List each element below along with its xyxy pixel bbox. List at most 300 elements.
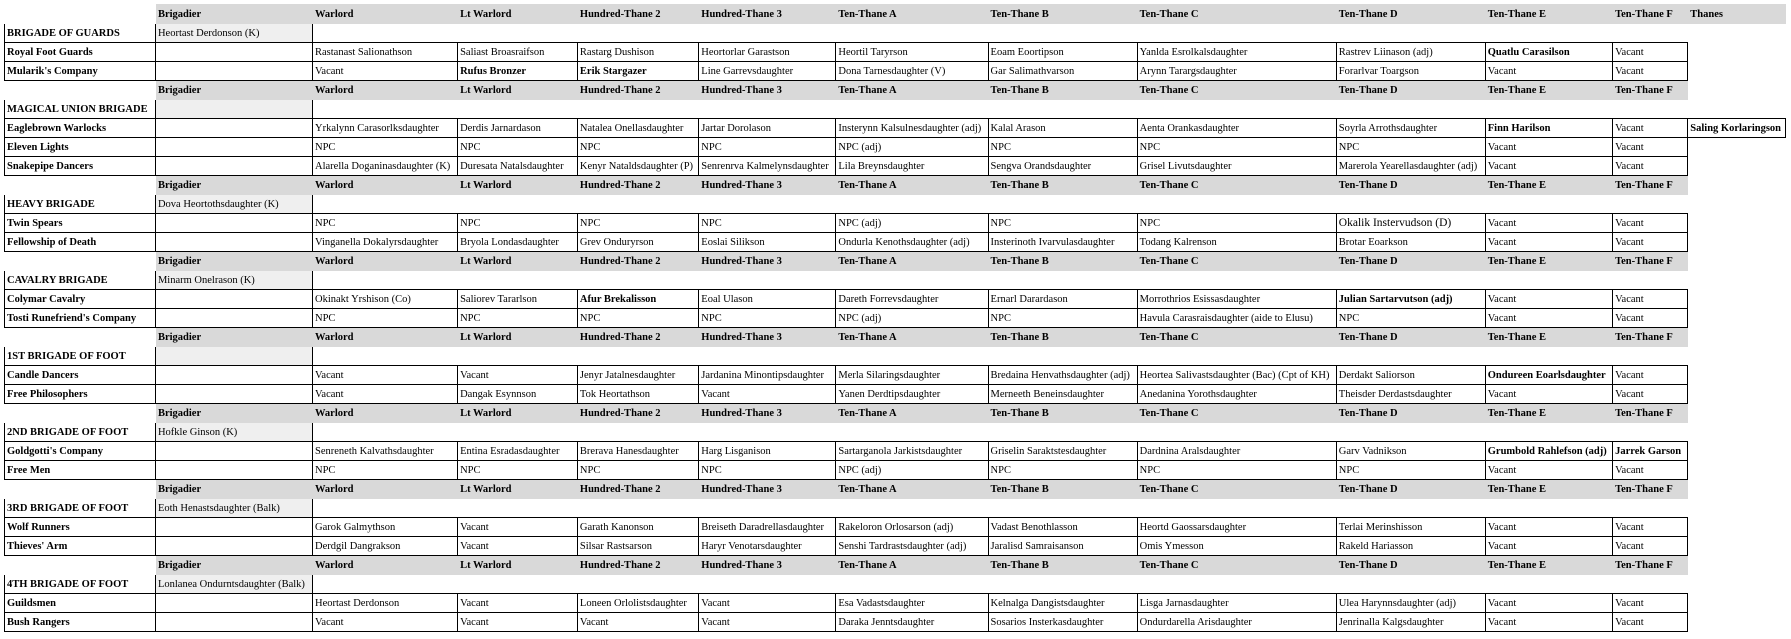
roster-cell[interactable]: Vacant — [577, 613, 698, 632]
empty-cell[interactable] — [1336, 499, 1485, 518]
column-header[interactable]: Lt Warlord — [458, 328, 578, 347]
roster-cell[interactable]: NPC (adj) — [836, 138, 988, 157]
column-header[interactable]: Hundred-Thane 3 — [699, 176, 836, 195]
column-header[interactable]: Ten-Thane E — [1485, 328, 1612, 347]
roster-cell[interactable]: Alarella Doganinasdaughter (K) — [313, 157, 458, 176]
brigade-name[interactable]: 2ND BRIGADE OF FOOT — [5, 423, 156, 442]
thane-cell[interactable]: Saling Korlaringson — [1688, 119, 1786, 138]
unit-name[interactable]: Colymar Cavalry — [5, 290, 156, 309]
unit-name[interactable]: Free Men — [5, 461, 156, 480]
roster-cell[interactable] — [155, 290, 312, 309]
column-header[interactable]: Ten-Thane B — [988, 81, 1137, 100]
column-header[interactable]: Hundred-Thane 2 — [577, 480, 698, 499]
roster-cell[interactable]: Esa Vadastsdaughter — [836, 594, 988, 613]
roster-cell[interactable]: NPC — [458, 214, 578, 233]
column-header[interactable]: Ten-Thane E — [1485, 252, 1612, 271]
empty-cell[interactable] — [1485, 423, 1612, 442]
roster-cell[interactable]: NPC — [577, 461, 698, 480]
roster-cell[interactable] — [155, 119, 312, 138]
column-header[interactable]: Hundred-Thane 3 — [699, 328, 836, 347]
roster-cell[interactable] — [155, 518, 312, 537]
roster-cell[interactable]: Vacant — [1613, 385, 1688, 404]
empty-cell[interactable] — [1137, 100, 1336, 119]
column-header[interactable]: Lt Warlord — [458, 5, 578, 24]
roster-cell[interactable]: Senrenrva Kalmelynsdaughter — [699, 157, 836, 176]
roster-cell[interactable] — [155, 233, 312, 252]
roster-cell[interactable]: Vacant — [1613, 594, 1688, 613]
roster-cell[interactable]: Vinganella Dokalyrsdaughter — [313, 233, 458, 252]
roster-cell[interactable]: Vacant — [1613, 119, 1688, 138]
unit-name[interactable]: Mularik's Company — [5, 62, 156, 81]
empty-cell[interactable] — [1786, 157, 1791, 176]
column-header[interactable]: Ten-Thane A — [836, 556, 988, 575]
unit-name[interactable]: Royal Foot Guards — [5, 43, 156, 62]
empty-cell[interactable] — [313, 423, 458, 442]
roster-cell[interactable]: Havula Carasraisdaughter (aide to Elusu) — [1137, 309, 1336, 328]
empty-cell[interactable] — [1688, 290, 1786, 309]
roster-cell[interactable] — [155, 461, 312, 480]
empty-cell[interactable] — [1688, 271, 1786, 290]
roster-cell[interactable]: Afur Brekalisson — [577, 290, 698, 309]
empty-cell[interactable] — [988, 575, 1137, 594]
header-gap-cell[interactable] — [1688, 176, 1786, 195]
column-header[interactable]: Hundred-Thane 3 — [699, 480, 836, 499]
roster-cell[interactable] — [155, 62, 312, 81]
column-header[interactable]: Lt Warlord — [458, 480, 578, 499]
header-gap-cell[interactable] — [1786, 5, 1791, 24]
roster-cell[interactable]: Vacant — [1485, 309, 1612, 328]
roster-cell[interactable]: Vacant — [1613, 366, 1688, 385]
empty-cell[interactable] — [1137, 575, 1336, 594]
roster-cell[interactable]: Anedanina Yorothsdaughter — [1137, 385, 1336, 404]
empty-cell[interactable] — [1336, 100, 1485, 119]
column-header[interactable]: Ten-Thane C — [1137, 81, 1336, 100]
roster-cell[interactable]: Vacant — [1485, 461, 1612, 480]
empty-cell[interactable] — [1688, 575, 1786, 594]
roster-cell[interactable]: Heortea Salivastsdaughter (Bac) (Cpt of KH) — [1137, 366, 1336, 385]
roster-cell[interactable]: Yanlda Esrolkalsdaughter — [1137, 43, 1336, 62]
roster-cell[interactable] — [155, 43, 312, 62]
roster-cell[interactable]: NPC — [313, 138, 458, 157]
column-header[interactable]: Ten-Thane C — [1137, 252, 1336, 271]
empty-cell[interactable] — [1786, 119, 1791, 138]
roster-cell[interactable]: NPC — [313, 309, 458, 328]
empty-cell[interactable] — [1336, 195, 1485, 214]
empty-cell[interactable] — [577, 347, 698, 366]
column-header[interactable]: Ten-Thane D — [1336, 556, 1485, 575]
column-header[interactable]: Ten-Thane B — [988, 5, 1137, 24]
brigade-name[interactable]: 4TH BRIGADE OF FOOT — [5, 575, 156, 594]
unit-name[interactable]: Tosti Runefriend's Company — [5, 309, 156, 328]
column-header[interactable]: Lt Warlord — [458, 176, 578, 195]
roster-cell[interactable]: Vacant — [1485, 290, 1612, 309]
roster-cell[interactable]: Vacant — [1613, 613, 1688, 632]
empty-cell[interactable] — [699, 499, 836, 518]
empty-cell[interactable] — [577, 499, 698, 518]
roster-cell[interactable]: Ulea Harynnsdaughter (adj) — [1336, 594, 1485, 613]
roster-cell[interactable]: NPC — [988, 309, 1137, 328]
empty-cell[interactable] — [1688, 423, 1786, 442]
roster-cell[interactable]: Jaralisd Samraisanson — [988, 537, 1137, 556]
column-header[interactable]: Ten-Thane E — [1485, 404, 1612, 423]
roster-cell[interactable] — [155, 385, 312, 404]
column-header[interactable]: Lt Warlord — [458, 556, 578, 575]
roster-cell[interactable]: Saliorev Tararlson — [458, 290, 578, 309]
roster-cell[interactable]: Merla Silaringsdaughter — [836, 366, 988, 385]
roster-cell[interactable] — [155, 309, 312, 328]
header-gap-cell[interactable] — [1786, 328, 1791, 347]
column-header[interactable]: Warlord — [313, 328, 458, 347]
roster-cell[interactable]: Vacant — [1485, 214, 1612, 233]
column-header[interactable]: Hundred-Thane 3 — [699, 81, 836, 100]
roster-cell[interactable]: Vacant — [458, 518, 578, 537]
roster-cell[interactable]: Ondureen Eoarlsdaughter — [1485, 366, 1612, 385]
roster-cell[interactable]: Vacant — [1485, 537, 1612, 556]
empty-cell[interactable] — [313, 575, 458, 594]
empty-cell[interactable] — [836, 575, 988, 594]
roster-cell[interactable]: NPC — [988, 214, 1137, 233]
empty-cell[interactable] — [1485, 347, 1612, 366]
roster-cell[interactable] — [155, 594, 312, 613]
empty-cell[interactable] — [313, 271, 458, 290]
empty-cell[interactable] — [1485, 271, 1612, 290]
roster-cell[interactable]: Vacant — [1613, 309, 1688, 328]
empty-cell[interactable] — [699, 24, 836, 43]
roster-cell[interactable]: Gar Salimathvarson — [988, 62, 1137, 81]
roster-cell[interactable]: Heortorlar Garastson — [699, 43, 836, 62]
roster-cell[interactable]: Todang Kalrenson — [1137, 233, 1336, 252]
empty-cell[interactable] — [1786, 461, 1791, 480]
roster-cell[interactable]: Vacant — [1613, 518, 1688, 537]
column-header[interactable]: Ten-Thane D — [1336, 404, 1485, 423]
roster-cell[interactable]: Saliast Broasraifson — [458, 43, 578, 62]
brigade-commander[interactable]: Heortast Derdonson (K) — [155, 24, 312, 43]
column-header[interactable]: Warlord — [313, 5, 458, 24]
roster-cell[interactable] — [155, 157, 312, 176]
empty-cell[interactable] — [699, 100, 836, 119]
empty-cell[interactable] — [458, 24, 578, 43]
roster-cell[interactable]: Lila Breynsdaughter — [836, 157, 988, 176]
column-header[interactable]: Hundred-Thane 3 — [699, 252, 836, 271]
empty-cell[interactable] — [577, 24, 698, 43]
roster-cell[interactable]: Vacant — [1613, 138, 1688, 157]
empty-cell[interactable] — [458, 100, 578, 119]
empty-cell[interactable] — [1688, 518, 1786, 537]
roster-cell[interactable]: NPC — [988, 138, 1137, 157]
header-gap-cell[interactable] — [1688, 252, 1786, 271]
roster-cell[interactable]: Kelnalga Dangistsdaughter — [988, 594, 1137, 613]
empty-cell[interactable] — [1485, 195, 1612, 214]
roster-cell[interactable]: Soyrla Arrothsdaughter — [1336, 119, 1485, 138]
empty-cell[interactable] — [1336, 423, 1485, 442]
roster-cell[interactable]: Sartarganola Jarkistsdaughter — [836, 442, 988, 461]
unit-name[interactable]: Candle Dancers — [5, 366, 156, 385]
empty-cell[interactable] — [836, 423, 988, 442]
column-header[interactable]: Ten-Thane B — [988, 480, 1137, 499]
brigade-name[interactable]: HEAVY BRIGADE — [5, 195, 156, 214]
column-header[interactable]: Warlord — [313, 556, 458, 575]
roster-cell[interactable]: Derdis Jarnardason — [458, 119, 578, 138]
roster-cell[interactable]: Haryr Venotarsdaughter — [699, 537, 836, 556]
roster-cell[interactable]: Garv Vadnikson — [1336, 442, 1485, 461]
roster-cell[interactable]: Aenta Orankasdaughter — [1137, 119, 1336, 138]
empty-cell[interactable] — [458, 347, 578, 366]
roster-cell[interactable]: Bryola Londasdaughter — [458, 233, 578, 252]
roster-cell[interactable]: Jenrinalla Kalgsdaughter — [1336, 613, 1485, 632]
roster-cell[interactable]: Vacant — [1613, 290, 1688, 309]
header-blank-cell[interactable] — [5, 81, 156, 100]
roster-cell[interactable]: NPC — [1137, 214, 1336, 233]
empty-cell[interactable] — [836, 347, 988, 366]
brigade-name[interactable]: BRIGADE OF GUARDS — [5, 24, 156, 43]
roster-cell[interactable]: Dangak Esynnson — [458, 385, 578, 404]
empty-cell[interactable] — [699, 423, 836, 442]
empty-cell[interactable] — [1786, 138, 1791, 157]
roster-cell[interactable]: Silsar Rastsarson — [577, 537, 698, 556]
roster-cell[interactable]: Derdakt Saliorson — [1336, 366, 1485, 385]
roster-cell[interactable]: NPC — [699, 214, 836, 233]
empty-cell[interactable] — [1688, 537, 1786, 556]
roster-cell[interactable]: Brotar Eoarkson — [1336, 233, 1485, 252]
roster-cell[interactable]: Sengva Orandsdaughter — [988, 157, 1137, 176]
empty-cell[interactable] — [1688, 309, 1786, 328]
empty-cell[interactable] — [313, 24, 458, 43]
roster-cell[interactable]: Vacant — [1613, 43, 1688, 62]
header-blank-cell[interactable] — [5, 404, 156, 423]
empty-cell[interactable] — [988, 271, 1137, 290]
empty-cell[interactable] — [1485, 100, 1612, 119]
roster-cell[interactable] — [155, 138, 312, 157]
column-header[interactable]: Hundred-Thane 2 — [577, 404, 698, 423]
brigade-commander[interactable]: Dova Heortothsdaughter (K) — [155, 195, 312, 214]
roster-cell[interactable]: Harg Lisganison — [699, 442, 836, 461]
column-header[interactable]: Ten-Thane C — [1137, 176, 1336, 195]
roster-cell[interactable]: Jenyr Jatalnesdaughter — [577, 366, 698, 385]
empty-cell[interactable] — [988, 195, 1137, 214]
empty-cell[interactable] — [988, 100, 1137, 119]
empty-cell[interactable] — [836, 24, 988, 43]
column-header[interactable]: Ten-Thane A — [836, 404, 988, 423]
empty-cell[interactable] — [1137, 195, 1336, 214]
column-header[interactable]: Ten-Thane F — [1613, 480, 1688, 499]
roster-cell[interactable]: Kenyr Nataldsdaughter (P) — [577, 157, 698, 176]
header-gap-cell[interactable] — [1786, 404, 1791, 423]
roster-cell[interactable]: Insterinoth Ivarvulasdaughter — [988, 233, 1137, 252]
brigade-commander[interactable]: Minarm Onelrason (K) — [155, 271, 312, 290]
roster-cell[interactable]: Rastarg Dushison — [577, 43, 698, 62]
empty-cell[interactable] — [1613, 195, 1688, 214]
roster-cell[interactable]: NPC — [699, 138, 836, 157]
empty-cell[interactable] — [1137, 271, 1336, 290]
roster-cell[interactable]: Yanen Derdtipsdaughter — [836, 385, 988, 404]
empty-cell[interactable] — [699, 271, 836, 290]
header-blank-cell[interactable] — [5, 556, 156, 575]
header-gap-cell[interactable] — [1786, 556, 1791, 575]
roster-cell[interactable]: Vacant — [699, 594, 836, 613]
roster-cell[interactable]: Vacant — [458, 366, 578, 385]
roster-cell[interactable]: Vacant — [1613, 214, 1688, 233]
roster-cell[interactable]: NPC (adj) — [836, 461, 988, 480]
empty-cell[interactable] — [313, 100, 458, 119]
column-header[interactable]: Ten-Thane A — [836, 176, 988, 195]
header-blank-cell[interactable] — [5, 480, 156, 499]
column-header[interactable]: Ten-Thane C — [1137, 5, 1336, 24]
roster-cell[interactable]: NPC — [699, 461, 836, 480]
empty-cell[interactable] — [1613, 423, 1688, 442]
empty-cell[interactable] — [1688, 100, 1786, 119]
column-header[interactable]: Ten-Thane C — [1137, 328, 1336, 347]
roster-cell[interactable]: Vacant — [313, 366, 458, 385]
roster-cell[interactable]: NPC — [313, 214, 458, 233]
column-header[interactable]: Warlord — [313, 176, 458, 195]
column-header[interactable]: Brigadier — [155, 556, 312, 575]
roster-cell[interactable]: Vacant — [1613, 157, 1688, 176]
empty-cell[interactable] — [1688, 157, 1786, 176]
brigade-name[interactable]: 1ST BRIGADE OF FOOT — [5, 347, 156, 366]
empty-cell[interactable] — [836, 271, 988, 290]
header-gap-cell[interactable] — [1688, 404, 1786, 423]
roster-cell[interactable]: Vacant — [699, 385, 836, 404]
empty-cell[interactable] — [458, 423, 578, 442]
column-header[interactable]: Lt Warlord — [458, 81, 578, 100]
empty-cell[interactable] — [313, 499, 458, 518]
empty-cell[interactable] — [699, 195, 836, 214]
roster-cell[interactable]: Vacant — [1485, 138, 1612, 157]
roster-cell[interactable]: Heortil Taryrson — [836, 43, 988, 62]
roster-cell[interactable]: Vacant — [458, 594, 578, 613]
column-header[interactable]: Hundred-Thane 2 — [577, 328, 698, 347]
roster-cell[interactable]: Yrkalynn Carasorlksdaughter — [313, 119, 458, 138]
roster-cell[interactable]: Entina Esradasdaughter — [458, 442, 578, 461]
roster-cell[interactable]: Omis Ymesson — [1137, 537, 1336, 556]
roster-cell[interactable]: Quatlu Carasilson — [1485, 43, 1612, 62]
roster-cell[interactable]: Okinakt Yrshison (Co) — [313, 290, 458, 309]
roster-cell[interactable]: Natalea Onellasdaughter — [577, 119, 698, 138]
roster-cell[interactable]: Griselin Saraktstesdaughter — [988, 442, 1137, 461]
roster-cell[interactable]: Jarrek Garson — [1613, 442, 1688, 461]
roster-cell[interactable]: Merneeth Beneinsdaughter — [988, 385, 1137, 404]
header-gap-cell[interactable] — [1786, 252, 1791, 271]
roster-cell[interactable]: Forarlvar Toargson — [1336, 62, 1485, 81]
empty-cell[interactable] — [1336, 575, 1485, 594]
column-header[interactable]: Ten-Thane A — [836, 252, 988, 271]
roster-cell[interactable]: Loneen Orlolistsdaughter — [577, 594, 698, 613]
roster-cell[interactable]: NPC — [1336, 461, 1485, 480]
column-header[interactable]: Hundred-Thane 2 — [577, 252, 698, 271]
roster-cell[interactable]: NPC (adj) — [836, 309, 988, 328]
empty-cell[interactable] — [1786, 594, 1791, 613]
column-header[interactable]: Ten-Thane F — [1613, 252, 1688, 271]
roster-cell[interactable]: Sosarios Insterkasdaughter — [988, 613, 1137, 632]
empty-cell[interactable] — [1688, 347, 1786, 366]
roster-cell[interactable]: NPC (adj) — [836, 214, 988, 233]
empty-cell[interactable] — [1485, 499, 1612, 518]
roster-cell[interactable] — [155, 537, 312, 556]
roster-cell[interactable]: Theisder Derdastsdaughter — [1336, 385, 1485, 404]
roster-cell[interactable]: Brerava Hanesdaughter — [577, 442, 698, 461]
column-header[interactable]: Hundred-Thane 2 — [577, 556, 698, 575]
roster-cell[interactable]: NPC — [577, 214, 698, 233]
column-header[interactable]: Brigadier — [155, 480, 312, 499]
empty-cell[interactable] — [1786, 290, 1791, 309]
header-blank-cell[interactable] — [5, 328, 156, 347]
header-blank-cell[interactable] — [5, 176, 156, 195]
roster-cell[interactable]: NPC — [1336, 138, 1485, 157]
empty-cell[interactable] — [1688, 195, 1786, 214]
roster-cell[interactable]: Vacant — [699, 613, 836, 632]
unit-name[interactable]: Goldgotti's Company — [5, 442, 156, 461]
roster-cell[interactable]: Ondurla Kenothsdaughter (adj) — [836, 233, 988, 252]
empty-cell[interactable] — [458, 195, 578, 214]
roster-cell[interactable]: Morrothrios Esissasdaughter — [1137, 290, 1336, 309]
roster-cell[interactable]: Eoam Eoortipson — [988, 43, 1137, 62]
roster-cell[interactable]: Vacant — [1613, 62, 1688, 81]
empty-cell[interactable] — [1137, 499, 1336, 518]
roster-cell[interactable]: Breiseth Daradrellasdaughter — [699, 518, 836, 537]
roster-cell[interactable] — [155, 366, 312, 385]
brigade-commander[interactable]: Eoth Henastsdaughter (Balk) — [155, 499, 312, 518]
roster-cell[interactable]: Vacant — [1485, 385, 1612, 404]
column-header[interactable]: Ten-Thane D — [1336, 81, 1485, 100]
column-header[interactable]: Brigadier — [155, 176, 312, 195]
roster-cell[interactable]: Rastrev Liinason (adj) — [1336, 43, 1485, 62]
empty-cell[interactable] — [1786, 537, 1791, 556]
empty-cell[interactable] — [577, 271, 698, 290]
column-header[interactable]: Ten-Thane A — [836, 5, 988, 24]
roster-cell[interactable]: Insterynn Kalsulnesdaughter (adj) — [836, 119, 988, 138]
roster-cell[interactable]: Dardnina Aralsdaughter — [1137, 442, 1336, 461]
empty-cell[interactable] — [1137, 24, 1336, 43]
roster-cell[interactable]: Jartar Dorolason — [699, 119, 836, 138]
column-header[interactable]: Ten-Thane E — [1485, 556, 1612, 575]
roster-cell[interactable]: Terlai Merinshisson — [1336, 518, 1485, 537]
roster-cell[interactable]: NPC — [699, 309, 836, 328]
brigade-commander[interactable]: Lonlanea Ondurntsdaughter (Balk) — [155, 575, 312, 594]
roster-cell[interactable]: Arynn Tarargsdaughter — [1137, 62, 1336, 81]
roster-cell[interactable]: NPC — [458, 309, 578, 328]
brigade-commander[interactable] — [155, 347, 312, 366]
empty-cell[interactable] — [1688, 442, 1786, 461]
empty-cell[interactable] — [1786, 442, 1791, 461]
roster-cell[interactable]: Vacant — [1613, 461, 1688, 480]
column-header[interactable]: Brigadier — [155, 252, 312, 271]
empty-cell[interactable] — [1688, 594, 1786, 613]
roster-cell[interactable]: Eoal Ulason — [699, 290, 836, 309]
empty-cell[interactable] — [1786, 518, 1791, 537]
column-header-thanes[interactable]: Thanes — [1688, 5, 1786, 24]
roster-cell[interactable]: Vacant — [1485, 62, 1612, 81]
roster-cell[interactable]: Rakeld Hariasson — [1336, 537, 1485, 556]
roster-cell[interactable]: Vacant — [1613, 537, 1688, 556]
column-header[interactable]: Warlord — [313, 480, 458, 499]
roster-cell[interactable]: Ernarl Darardason — [988, 290, 1137, 309]
column-header[interactable]: Warlord — [313, 81, 458, 100]
empty-cell[interactable] — [458, 499, 578, 518]
column-header[interactable]: Ten-Thane D — [1336, 328, 1485, 347]
column-header[interactable]: Lt Warlord — [458, 404, 578, 423]
roster-cell[interactable]: NPC — [1336, 309, 1485, 328]
column-header[interactable]: Ten-Thane E — [1485, 81, 1612, 100]
column-header[interactable]: Ten-Thane B — [988, 328, 1137, 347]
unit-name[interactable]: Bush Rangers — [5, 613, 156, 632]
empty-cell[interactable] — [836, 499, 988, 518]
brigade-commander[interactable]: Hofkle Ginson (K) — [155, 423, 312, 442]
roster-cell[interactable]: Vacant — [458, 537, 578, 556]
roster-cell[interactable]: Finn Harilson — [1485, 119, 1612, 138]
empty-cell[interactable] — [1786, 214, 1791, 233]
empty-cell[interactable] — [1613, 24, 1688, 43]
header-gap-cell[interactable] — [1786, 81, 1791, 100]
